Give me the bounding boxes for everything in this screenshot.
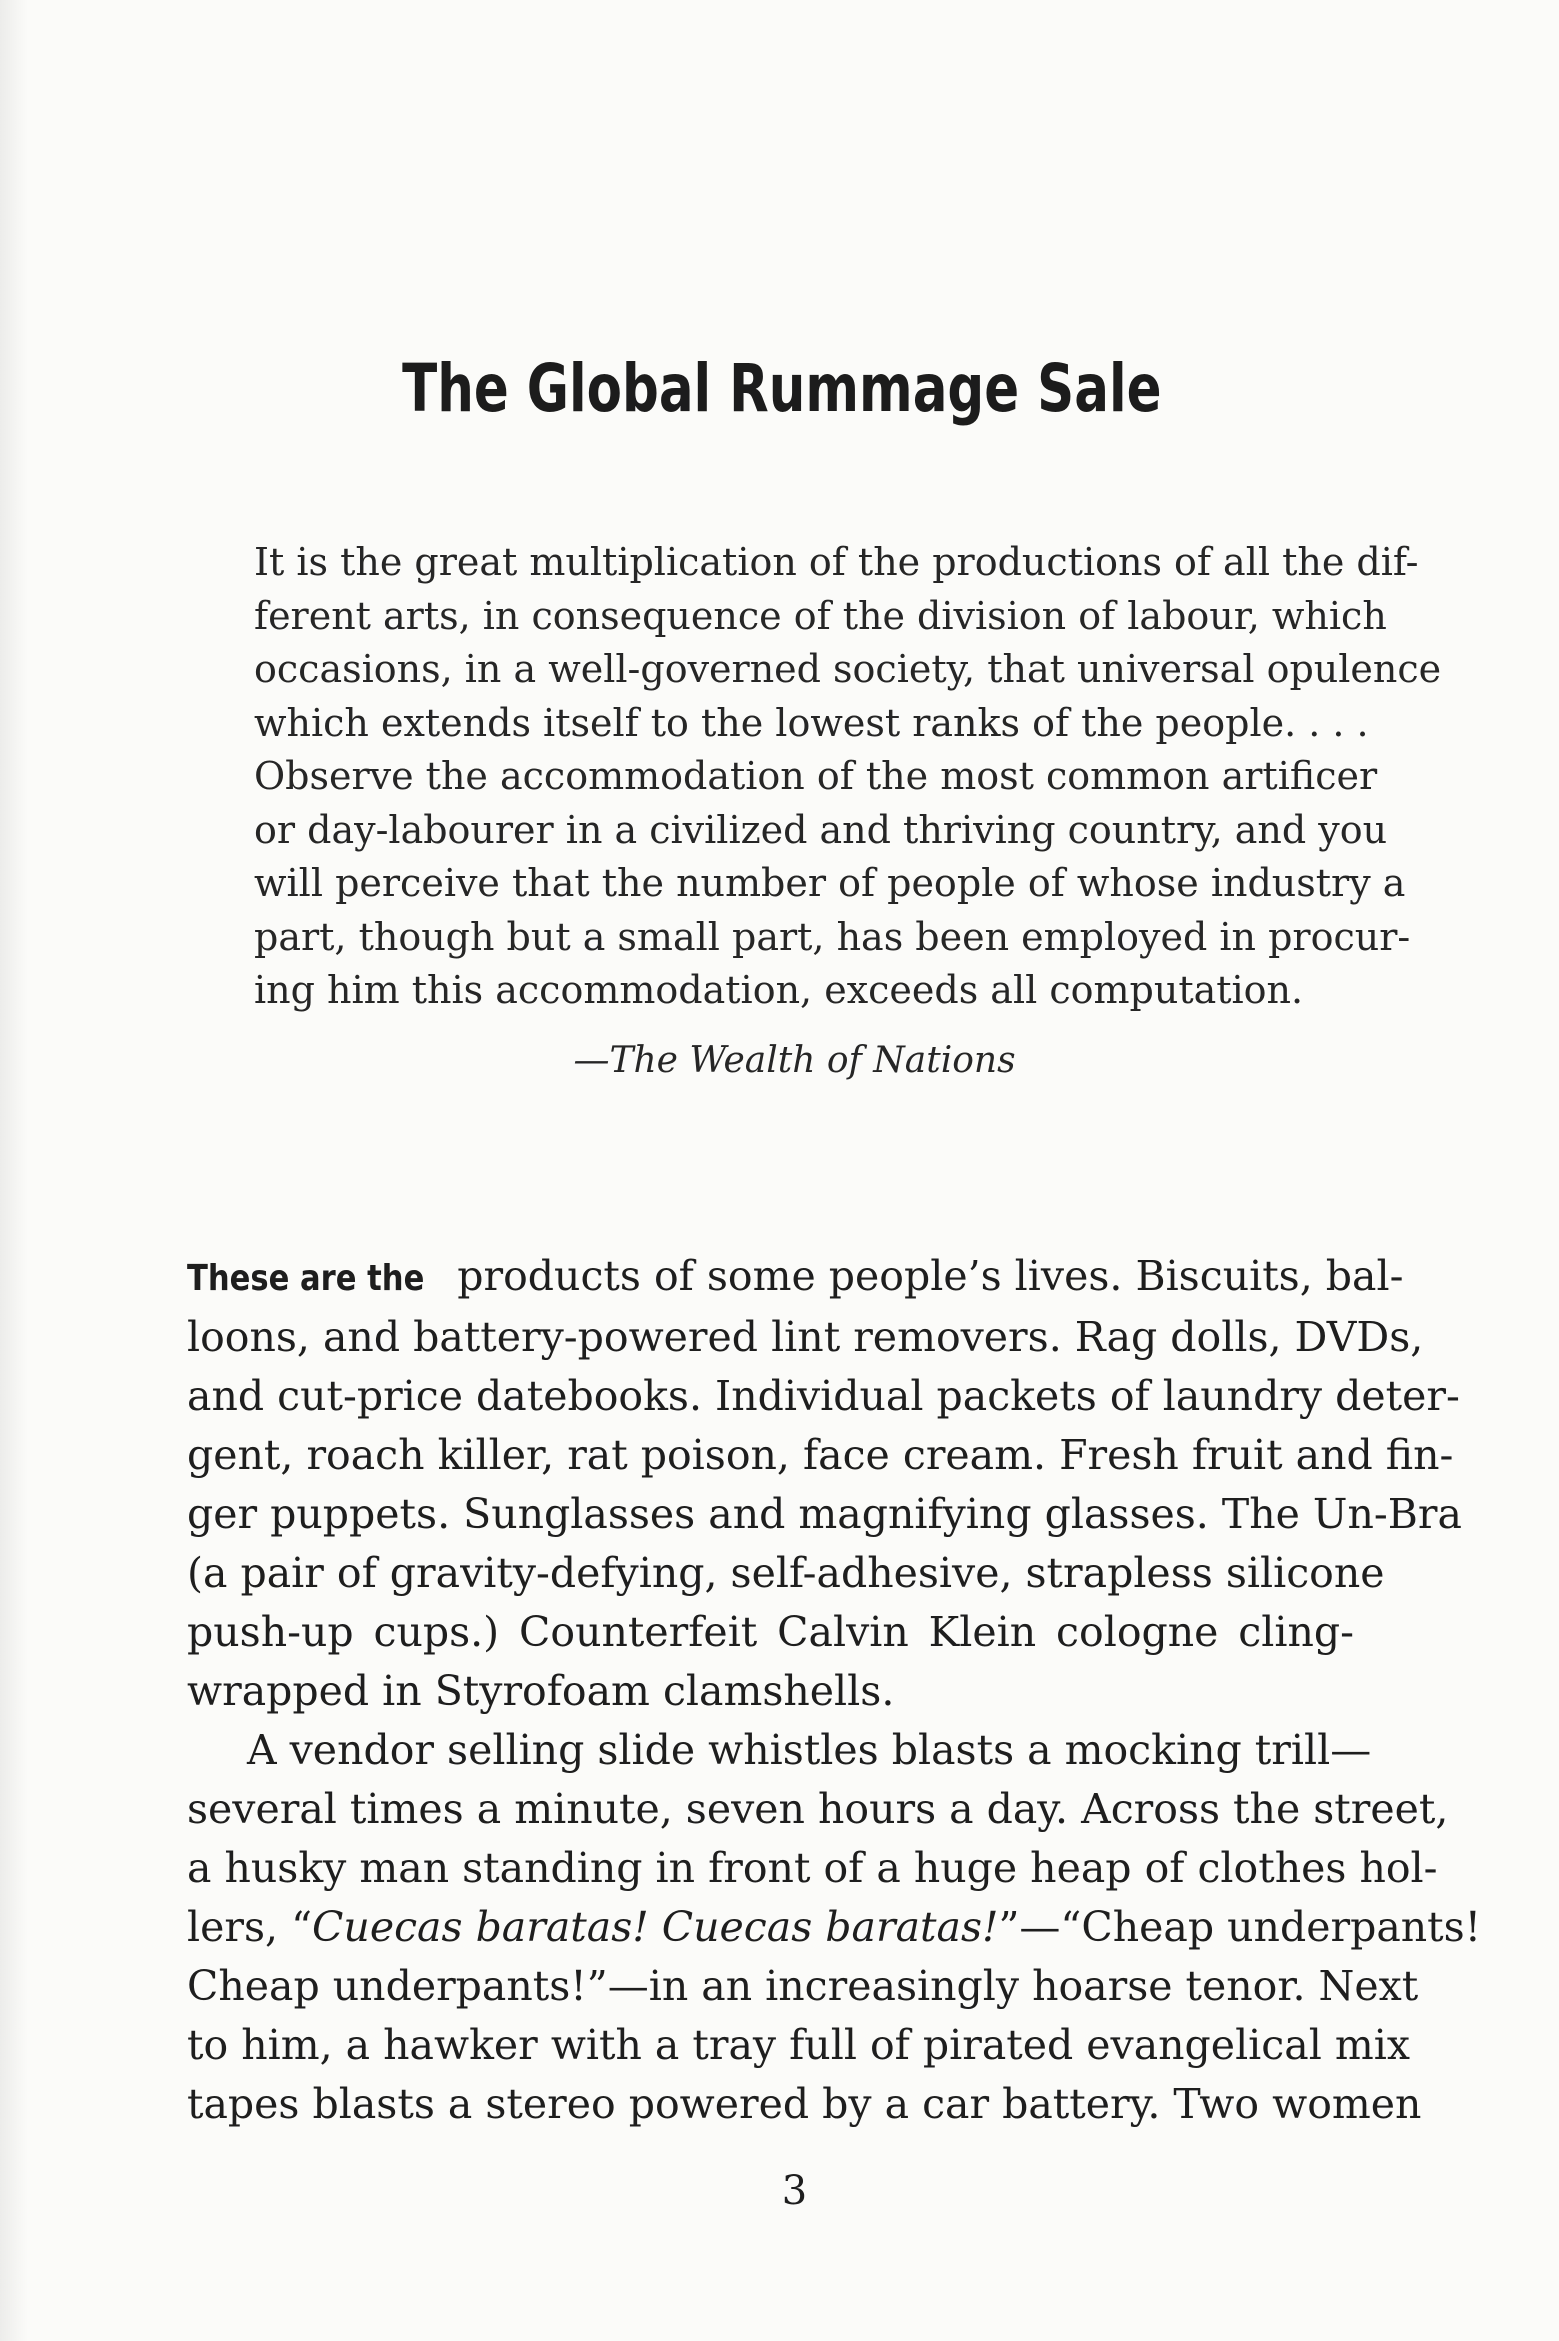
epigraph-line: will perceive that the number of people of whose industry a xyxy=(254,861,1406,905)
body-line: (a pair of gravity-defying, self-adhesive, strapless silicone xyxy=(187,1549,1385,1597)
body-line-text: ”—“Cheap underpants! xyxy=(998,1903,1482,1951)
body-line xyxy=(187,1898,1482,1957)
body-line: tapes blasts a stereo powered by a car battery. Two women xyxy=(187,2080,1422,2128)
body-text xyxy=(187,1247,1482,2134)
body-line: to him, a hawker with a tray full of pirated evangelical mix xyxy=(187,2021,1410,2069)
body-line-text: lers, “ xyxy=(187,1903,313,1951)
epigraph-line: which extends itself to the lowest ranks of the people. . . . xyxy=(254,700,1369,745)
epigraph-line: ferent arts, in consequence of the division of labour, which xyxy=(254,593,1387,638)
body-line: a husky man standing in front of a huge heap of clothes hol- xyxy=(187,1844,1438,1892)
epigraph-attribution: —The Wealth of Nations xyxy=(573,1040,1016,1081)
epigraph-line: It is the great multiplication of the productions of all the dif- xyxy=(254,540,1419,584)
body-line: ger puppets. Sunglasses and magnifying glasses. The Un-Bra xyxy=(187,1490,1462,1538)
page-number: 3 xyxy=(781,2168,808,2214)
epigraph-line: part, though but a small part, has been employed in procur- xyxy=(254,914,1411,959)
body-line xyxy=(187,1247,1404,1308)
scan-edge-shadow xyxy=(0,0,28,2341)
epigraph-line: ing him this accommodation, exceeds all computation. xyxy=(254,968,1304,1012)
chapter-title: The Global Rummage Sale xyxy=(402,350,1162,427)
body-line: gent, roach killer, rat poison, face cream. Fresh fruit and fin- xyxy=(187,1431,1454,1479)
epigraph-line: occasions, in a well-governed society, that universal opulence xyxy=(254,647,1442,691)
run-in-heading: These are the xyxy=(187,1258,425,1299)
epigraph-quote xyxy=(254,536,1442,1018)
body-line: wrapped in Styrofoam clamshells. xyxy=(187,1667,895,1715)
italic-phrase: Cuecas baratas! Cuecas baratas! xyxy=(312,1903,999,1951)
body-line-text: products of some people’s lives. Biscuits, bal- xyxy=(457,1252,1404,1300)
body-line: A vendor selling slide whistles blasts a mocking trill— xyxy=(247,1726,1372,1774)
body-line: push-up cups.) Counterfeit Calvin Klein cologne cling- xyxy=(187,1608,1354,1656)
body-line: Cheap underpants!”—in an increasingly hoarse tenor. Next xyxy=(187,1962,1419,2010)
body-line: and cut-price datebooks. Individual packets of laundry deter- xyxy=(187,1372,1460,1420)
body-line: several times a minute, seven hours a day. Across the street, xyxy=(187,1785,1449,1833)
epigraph-line: Observe the accommodation of the most common artificer xyxy=(254,754,1378,798)
epigraph-line: or day-labourer in a civilized and thriving country, and you xyxy=(254,807,1388,852)
body-line: loons, and battery-powered lint removers. Rag dolls, DVDs, xyxy=(187,1313,1424,1361)
